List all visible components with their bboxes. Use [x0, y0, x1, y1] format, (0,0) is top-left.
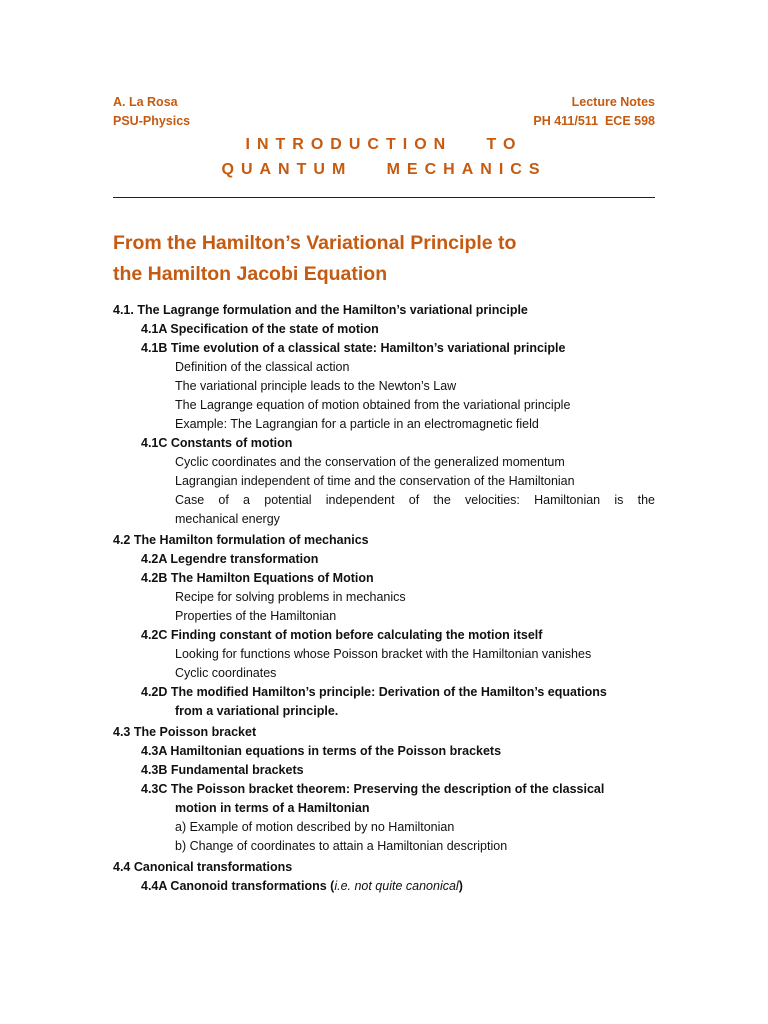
toc-4-4a-prefix: 4.4A Canonoid transformations ( [141, 879, 335, 893]
document-type: Lecture Notes [571, 95, 655, 109]
toc-subsection-4-2a: 4.2A Legendre transformation [141, 552, 319, 566]
toc-section-4-1: 4.1. The Lagrange formulation and the Hamilton’s variational principle [113, 303, 528, 317]
toc-item: Recipe for solving problems in mechanics [175, 590, 406, 604]
course-codes: PH 411/511 ECE 598 [533, 114, 655, 128]
chapter-title-line1: From the Hamilton’s Variational Principle to [113, 232, 517, 254]
chapter-title [113, 228, 516, 290]
course-title-line1: INTRODUCTION TO [245, 136, 523, 153]
toc-item: Example: The Lagrangian for a particle in an electromagnetic field [175, 417, 539, 431]
toc-subsection-4-1a: 4.1A Specification of the state of motion [141, 322, 379, 336]
toc-subsection-continuation: from a variational principle. [175, 704, 339, 718]
table-of-contents [113, 301, 655, 896]
toc-item: The variational principle leads to the Newton’s Law [175, 379, 457, 393]
toc-subsection-4-1c: 4.1C Constants of motion [141, 436, 293, 450]
toc-subsection-4-2b: 4.2B The Hamilton Equations of Motion [141, 571, 374, 585]
toc-item: Definition of the classical action [175, 360, 350, 374]
toc-subsection-4-2c: 4.2C Finding constant of motion before calculating the motion itself [141, 628, 543, 642]
title-divider [113, 197, 655, 198]
course-title-line2: QUANTUM MECHANICS [221, 161, 547, 178]
chapter-title-line2: the Hamilton Jacobi Equation [113, 263, 388, 285]
toc-item: The Lagrange equation of motion obtained from the variational principle [175, 398, 571, 412]
toc-item-continuation: mechanical energy [175, 512, 280, 526]
toc-subsection-4-3b: 4.3B Fundamental brackets [141, 763, 304, 777]
toc-subsection-continuation: motion in terms of a Hamiltonian [175, 801, 370, 815]
department: PSU-Physics [113, 114, 191, 128]
toc-item: Case of a potential independent of the velocities: Hamiltonian is the [175, 493, 655, 507]
author-name: A. La Rosa [113, 95, 178, 109]
course-title [0, 132, 768, 182]
toc-item: Looking for functions whose Poisson bracket with the Hamiltonian vanishes [175, 647, 592, 661]
toc-item: Lagrangian independent of time and the conservation of the Hamiltonian [175, 474, 575, 488]
toc-item: a) Example of motion described by no Hamiltonian [175, 820, 455, 834]
toc-section-4-4: 4.4 Canonical transformations [113, 860, 293, 874]
toc-subsection-4-4a [113, 877, 655, 896]
toc-4-4a-suffix: ) [458, 879, 463, 893]
toc-4-4a-italic: i.e. not quite canonical [334, 879, 459, 893]
toc-item: Cyclic coordinates and the conservation of the generalized momentum [175, 455, 565, 469]
toc-section-4-3: 4.3 The Poisson bracket [113, 725, 257, 739]
toc-item: Properties of the Hamiltonian [175, 609, 337, 623]
toc-subsection-4-1b: 4.1B Time evolution of a classical state: Hamilton’s variational principle [141, 341, 566, 355]
toc-item: b) Change of coordinates to attain a Hamiltonian description [175, 839, 508, 853]
header-right [533, 93, 655, 131]
toc-subsection-4-2d: 4.2D The modified Hamilton’s principle: Derivation of the Hamilton’s equations [141, 685, 607, 699]
toc-subsection-4-3a: 4.3A Hamiltonian equations in terms of the Poisson brackets [141, 744, 502, 758]
header-left [113, 93, 190, 131]
toc-item: Cyclic coordinates [175, 666, 277, 680]
toc-section-4-2: 4.2 The Hamilton formulation of mechanics [113, 533, 369, 547]
toc-subsection-4-3c: 4.3C The Poisson bracket theorem: Preserving the description of the classical [141, 782, 605, 796]
